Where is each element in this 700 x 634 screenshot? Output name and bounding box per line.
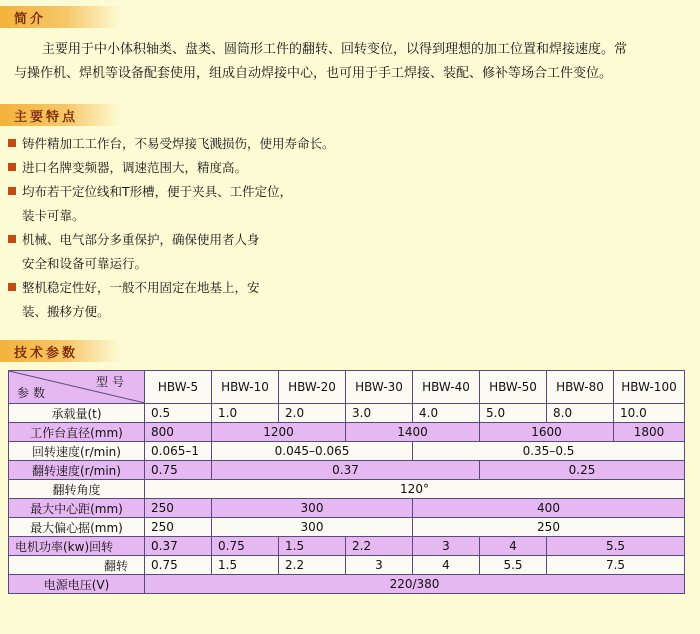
table-cell: 250 [145, 499, 212, 518]
table-cell: 7.5 [547, 556, 685, 575]
table-cell: 0.065–1 [145, 442, 212, 461]
row-label: 电源电压(V) [9, 575, 145, 594]
square-bullet-icon [8, 283, 16, 291]
row-label: 最大中心距(mm) [9, 499, 145, 518]
table-row [9, 518, 685, 537]
square-bullet-icon [8, 235, 16, 243]
table-row [9, 575, 685, 594]
square-bullet-icon [8, 187, 16, 195]
feature-item: 均布若干定位线和T形槽，便于夹具、工件定位， 装卡可靠。 [8, 180, 468, 228]
intro-title: 简介 [14, 12, 47, 27]
table-cell: 120° [145, 480, 685, 499]
table-row [9, 480, 685, 499]
intro-header [0, 6, 120, 28]
table-cell: 4 [480, 537, 547, 556]
table-cell: 2.2 [346, 537, 413, 556]
table-cell: 0.35–0.5 [413, 442, 685, 461]
feature-item: 机械、电气部分多重保护，确保使用者人身 安全和设备可靠运行。 [8, 228, 468, 276]
table-cell: 5.5 [480, 556, 547, 575]
table-cell: 250 [413, 518, 685, 537]
table-cell: 3 [413, 537, 480, 556]
table-cell: 0.25 [480, 461, 685, 480]
model-header: HBW-20 [279, 371, 346, 404]
row-label: 回转速度(r/min) [9, 442, 145, 461]
table-cell: 0.37 [145, 537, 212, 556]
model-header: HBW-50 [480, 371, 547, 404]
row-label: 翻转角度 [9, 480, 145, 499]
table-cell: 1600 [480, 423, 614, 442]
row-label: 翻转速度(r/min) [9, 461, 145, 480]
table-cell: 1800 [614, 423, 685, 442]
row-label: 最大偏心据(mm) [9, 518, 145, 537]
table-cell: 400 [413, 499, 685, 518]
row-label: 翻转 [9, 556, 145, 575]
table-cell: 2.0 [279, 404, 346, 423]
intro-paragraph [14, 38, 694, 86]
table-cell: 0.75 [212, 537, 279, 556]
table-cell: 3.0 [346, 404, 413, 423]
feature-item: 进口名牌变频器，调速范围大，精度高。 [8, 156, 468, 180]
table-cell: 5.0 [480, 404, 547, 423]
diagonal-header-cell [9, 371, 145, 404]
model-header: HBW-40 [413, 371, 480, 404]
table-cell: 2.2 [279, 556, 346, 575]
table-cell: 1.5 [212, 556, 279, 575]
table-cell: 0.37 [212, 461, 480, 480]
table-row [9, 461, 685, 480]
table-cell: 10.0 [614, 404, 685, 423]
table-cell: 250 [145, 518, 212, 537]
header-param-label: 参数 [17, 386, 50, 400]
table-row [9, 423, 685, 442]
header-model-label: 型号 [95, 375, 128, 389]
intro-line-2: 与操作机、焊机等设备配套使用，组成自动焊接中心，也可用于手工焊接、装配、修补等场合工件变位。 [14, 66, 613, 81]
table-cell: 4.0 [413, 404, 480, 423]
intro-line-1: 主要用于中小体积轴类、盘类、圆筒形工件的翻转、回转变位，以得到理想的加工位置和焊接速度。常 [42, 42, 628, 57]
table-cell: 300 [212, 499, 413, 518]
row-label: 承载量(t) [9, 404, 145, 423]
square-bullet-icon [8, 163, 16, 171]
table-row [9, 499, 685, 518]
model-header: HBW-30 [346, 371, 413, 404]
table-cell: 1.0 [212, 404, 279, 423]
table-row [9, 556, 685, 575]
params-title: 技术参数 [14, 346, 79, 361]
feature-list [8, 132, 468, 324]
table-cell: 0.75 [145, 556, 212, 575]
table-cell: 0.045–0.065 [212, 442, 413, 461]
table-cell: 300 [212, 518, 413, 537]
features-header [0, 104, 120, 126]
table-cell: 1400 [346, 423, 480, 442]
table-cell: 800 [145, 423, 212, 442]
square-bullet-icon [8, 139, 16, 147]
table-header-row [9, 371, 685, 404]
table-row [9, 404, 685, 423]
row-label: 工作台直径(mm) [9, 423, 145, 442]
table-cell: 220/380 [145, 575, 685, 594]
model-header: HBW-5 [145, 371, 212, 404]
table-cell: 8.0 [547, 404, 614, 423]
params-header [0, 340, 120, 362]
table-row [9, 537, 685, 556]
model-header: HBW-100 [614, 371, 685, 404]
table-cell: 1200 [212, 423, 346, 442]
feature-item: 整机稳定性好，一般不用固定在地基上，安 装、搬移方便。 [8, 276, 468, 324]
table-cell: 1.5 [279, 537, 346, 556]
row-label: 电机功率(kw)回转 [9, 537, 145, 556]
model-header: HBW-10 [212, 371, 279, 404]
table-cell: 0.5 [145, 404, 212, 423]
features-title: 主要特点 [14, 110, 79, 125]
feature-item: 铸件精加工工作台，不易受焊接飞溅损伤，使用寿命长。 [8, 132, 468, 156]
spec-table [8, 370, 685, 594]
table-cell: 0.75 [145, 461, 212, 480]
model-header: HBW-80 [547, 371, 614, 404]
table-cell: 3 [346, 556, 413, 575]
table-cell: 4 [413, 556, 480, 575]
table-row [9, 442, 685, 461]
table-cell: 5.5 [547, 537, 685, 556]
